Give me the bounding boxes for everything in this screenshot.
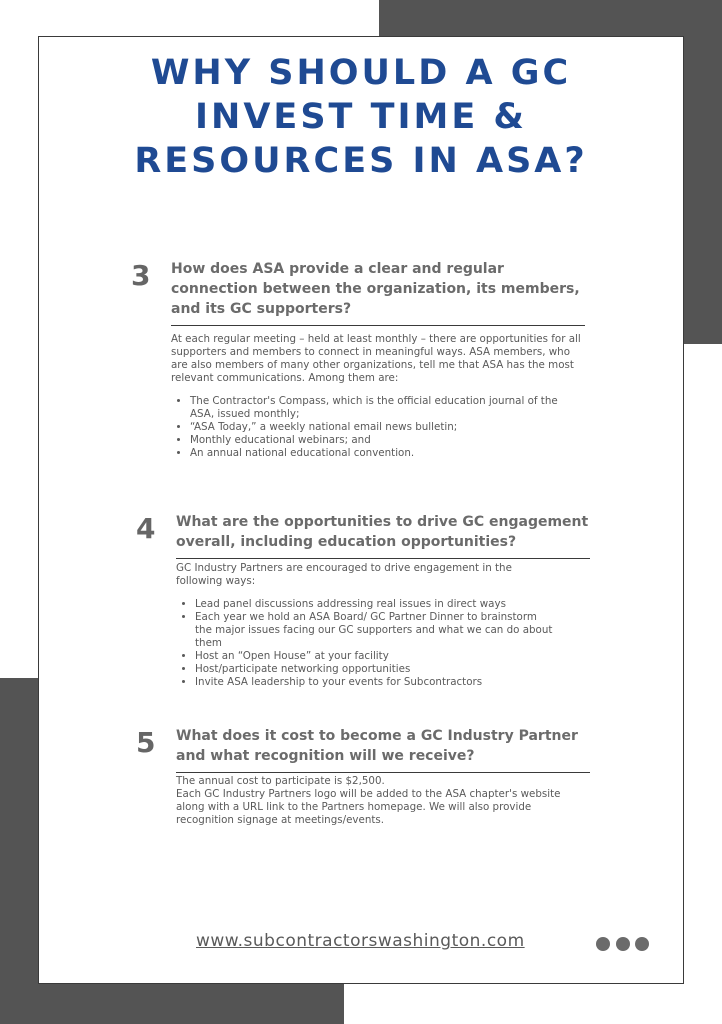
list-item: • Invite ASA leadership to your events for Subcontractors: [195, 676, 555, 689]
decorative-dots: [596, 936, 650, 955]
title-line-3: RESOURCES IN ASA?: [134, 141, 588, 181]
section-number: 5: [136, 726, 156, 759]
title-line-1: WHY SHOULD A GC: [150, 53, 572, 93]
website-link[interactable]: www.subcontractorswashington.com: [196, 931, 525, 951]
dot-icon: [635, 937, 649, 951]
list-item: • Host an “Open House” at your facility: [195, 650, 555, 663]
section-paragraph-line-1: GC Industry Partners are encouraged to drive engagement in the: [176, 562, 512, 574]
list-item: • “ASA Today,” a weekly national email news bulletin;: [190, 421, 585, 434]
list-item: • An annual national educational convention.: [190, 447, 585, 460]
list-item: • The Contractor's Compass, which is the official education journal of the ASA, issued monthly;: [190, 395, 585, 421]
document-page: [38, 36, 684, 984]
section-number: 4: [136, 512, 156, 545]
section-line-2: Each GC Industry Partners logo will be added to the ASA chapter's website along with a URL link to the Partners homepage. We will also provide recognition signage at meetings/events.: [176, 788, 561, 826]
list-item: • Each year we hold an ASA Board/ GC Partner Dinner to brainstorm the major issues facing our GC supporters and what we can do about them: [195, 611, 555, 650]
list-item: • Host/participate networking opportunities: [195, 663, 555, 676]
section-body: [176, 775, 590, 827]
section-question: How does ASA provide a clear and regular connection between the organization, its members, and its GC supporters?: [171, 259, 585, 326]
bullet-list: [176, 598, 555, 689]
title-line-2: INVEST TIME &: [195, 97, 527, 137]
list-item: • Lead panel discussions addressing real issues in direct ways: [195, 598, 555, 611]
section-question: What are the opportunities to drive GC engagement overall, including education opportunities?: [176, 512, 590, 559]
section-question: What does it cost to become a GC Industry Partner and what recognition will we receive?: [176, 726, 590, 773]
section-paragraph-line-2: following ways:: [176, 575, 256, 587]
section-number: 3: [131, 259, 151, 292]
section-line-1: The annual cost to participate is $2,500.: [176, 775, 385, 787]
list-item: • Monthly educational webinars; and: [190, 434, 585, 447]
dot-icon: [616, 937, 630, 951]
bullet-list: [171, 395, 585, 460]
dot-icon: [596, 937, 610, 951]
page-title: [39, 51, 683, 183]
section-body: [176, 562, 590, 689]
section-body: [171, 333, 585, 460]
section-paragraph: At each regular meeting – held at least monthly – there are opportunities for all supporters and members to connect in meaningful ways. ASA members, who are also members of many other organizations, tell me that ASA has the most relevant communications. Among them are:: [171, 333, 581, 384]
